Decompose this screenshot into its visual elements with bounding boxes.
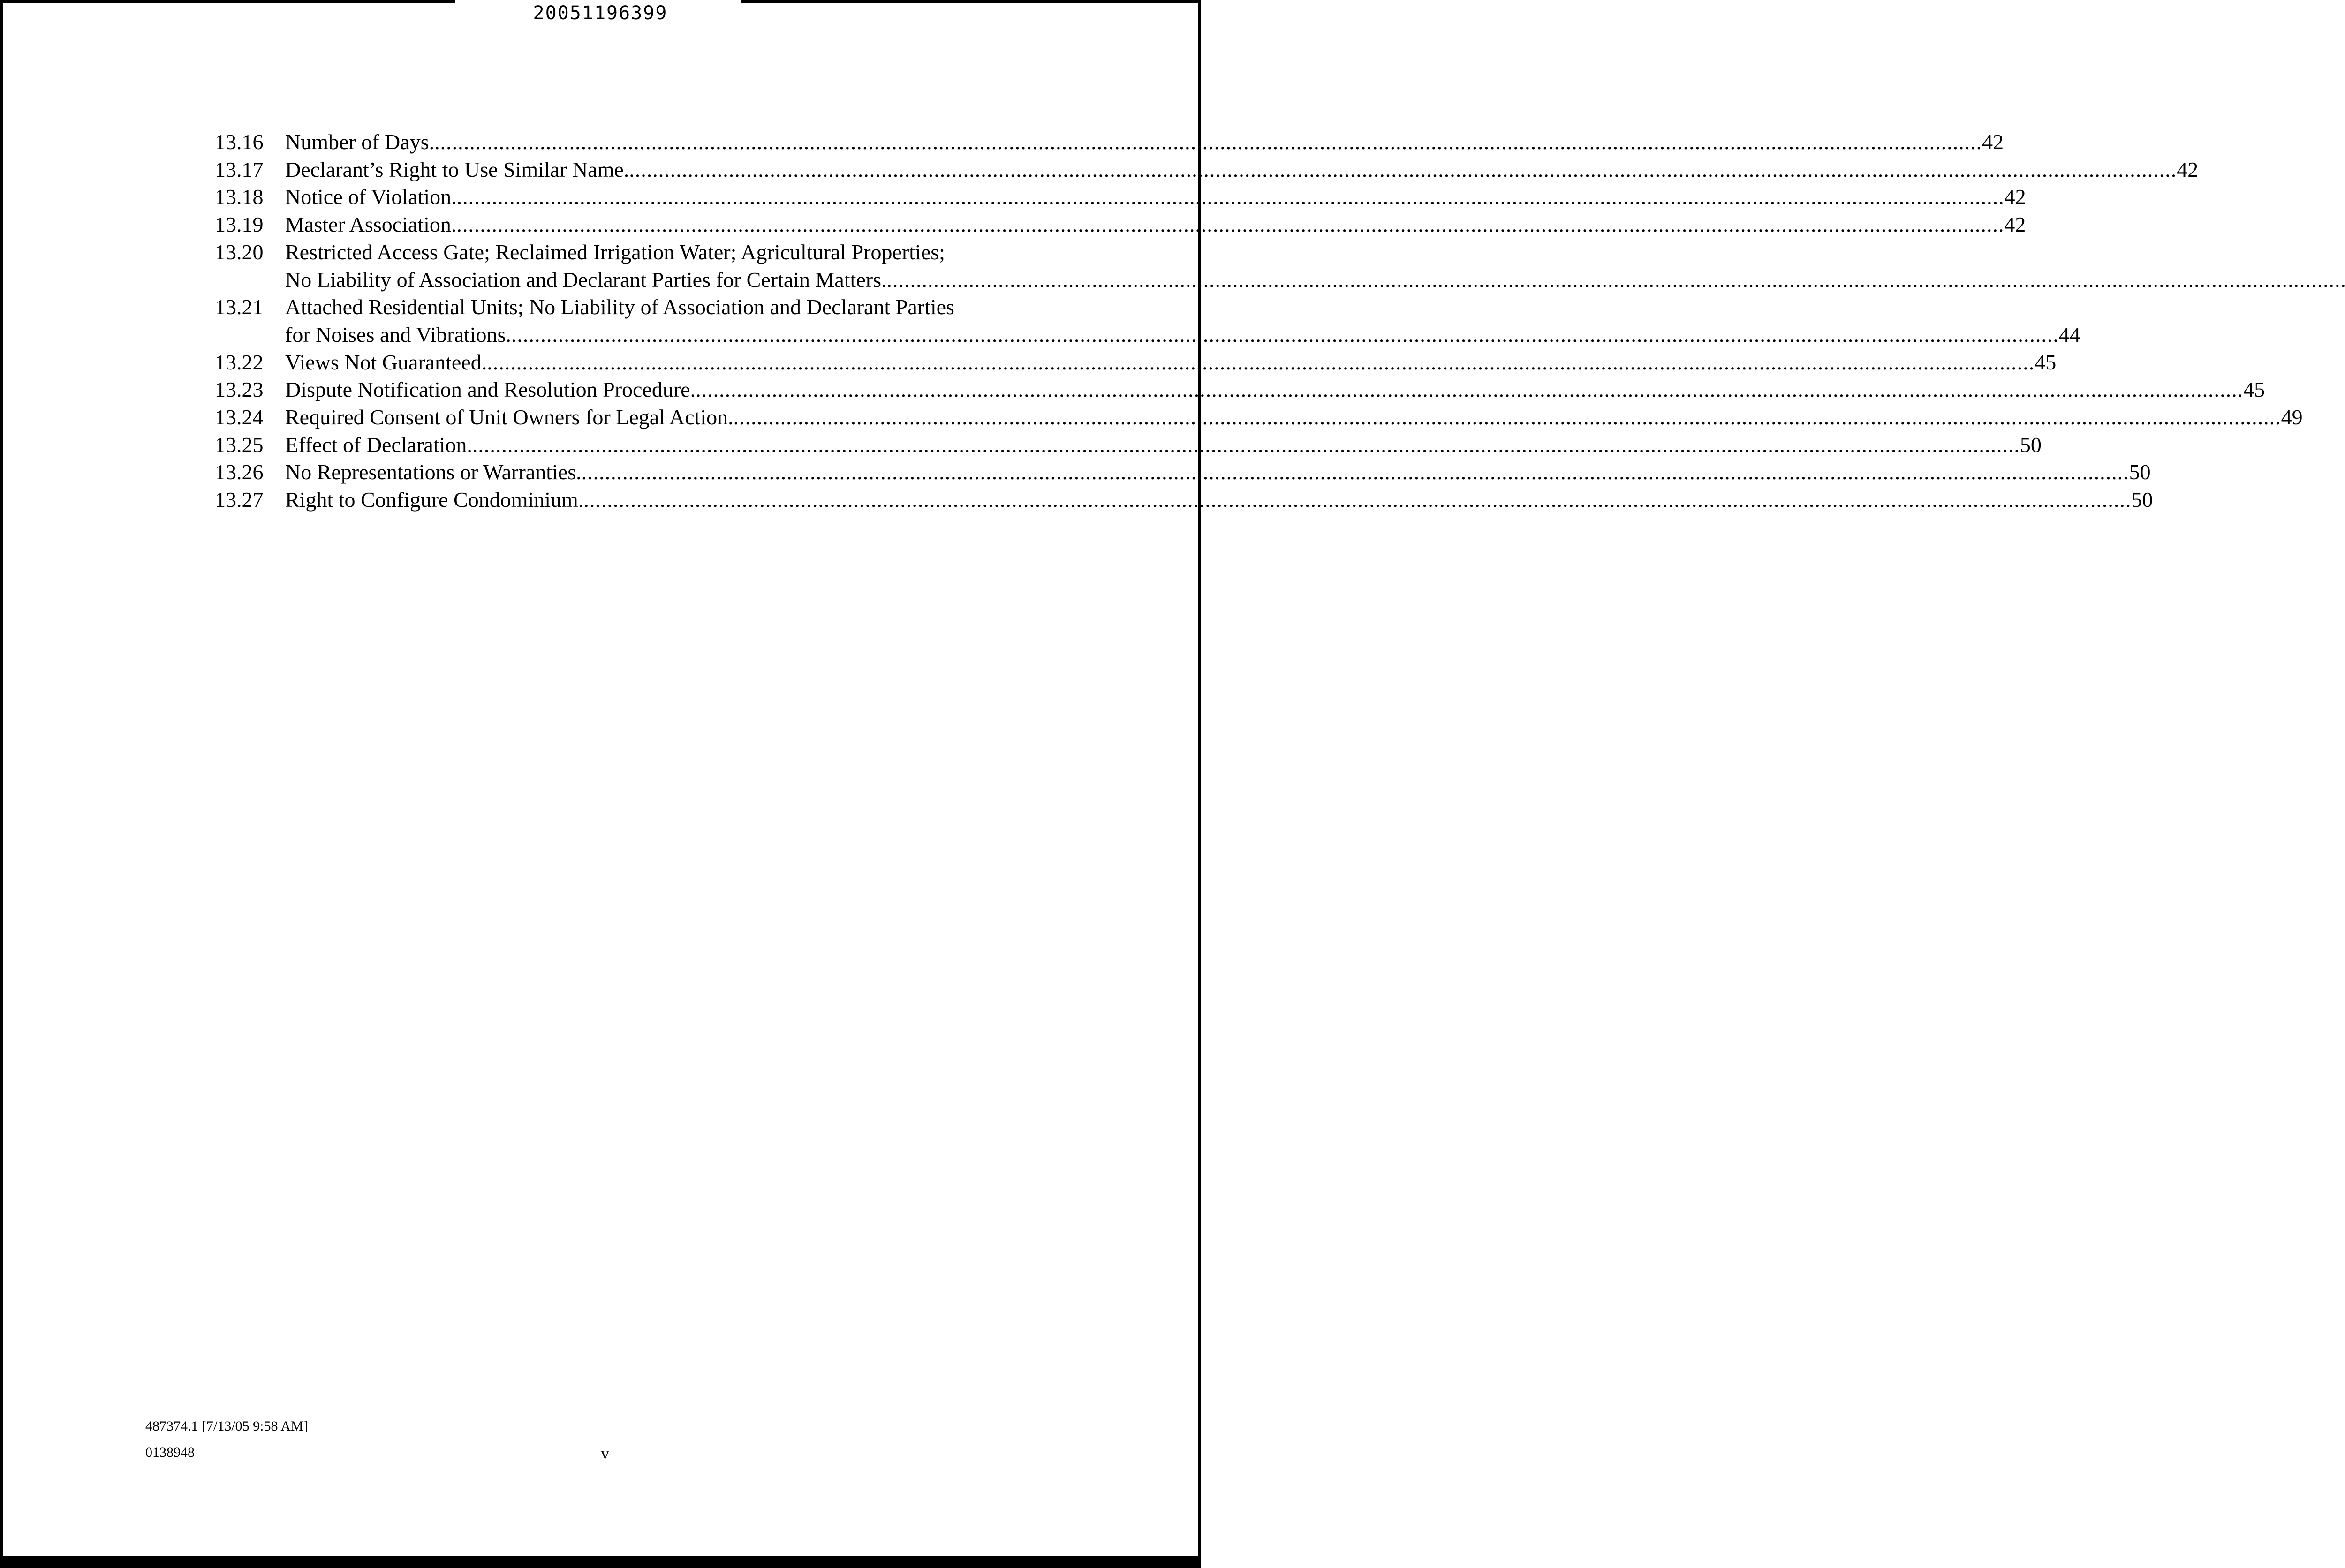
toc-title: Notice of Violation. <box>285 185 457 209</box>
toc-page-number: 44 <box>2058 322 2080 347</box>
toc-entry <box>215 459 2151 486</box>
toc-entry-body <box>285 128 2004 156</box>
toc-section-number: 13.26 <box>215 460 264 484</box>
toc-title-final-line <box>285 404 2303 431</box>
toc-page-number: 42 <box>2177 157 2199 181</box>
toc-page-number: 50 <box>2020 432 2042 457</box>
toc-entry <box>215 239 1061 294</box>
toc-entry <box>215 294 2080 348</box>
toc-title-final-line <box>285 183 2026 211</box>
toc-title: Number of Days. <box>285 130 435 154</box>
toc-entry <box>215 183 2026 211</box>
toc-title: Views Not Guaranteed. <box>285 350 487 374</box>
toc-section-number: 13.23 <box>215 377 264 402</box>
toc-entry-body <box>285 349 2056 377</box>
toc-page-number: 42 <box>2004 185 2026 209</box>
toc-entry-body <box>285 404 2303 431</box>
toc-entry-body <box>285 183 2026 211</box>
toc-title: No Liability of Association and Declarant Parties for Certain Matters. <box>285 267 887 292</box>
toc-entry <box>215 404 2303 431</box>
toc-dot-leader <box>472 431 2020 459</box>
toc-page-number: 45 <box>2243 377 2265 402</box>
toc-entry <box>215 431 2042 459</box>
toc-dot-leader <box>487 349 2035 377</box>
toc-entry-body <box>285 294 2080 348</box>
toc-dot-leader <box>734 404 2281 431</box>
scan-border-left <box>0 0 3 1568</box>
toc-section-number: 13.24 <box>215 405 264 430</box>
toc-section-number: 13.21 <box>215 295 264 319</box>
toc-page-number: 49 <box>2281 405 2303 430</box>
toc-title: Required Consent of Unit Owners for Legal Action. <box>285 405 734 430</box>
toc-title: Dispute Notification and Resolution Procedure. <box>285 377 696 402</box>
toc-title-final-line <box>285 211 2026 239</box>
toc-dot-leader <box>582 459 2129 486</box>
toc-title: No Representations or Warranties. <box>285 460 582 484</box>
toc-page-number: 42 <box>1982 130 2004 154</box>
toc-title-final-line <box>285 376 2265 404</box>
toc-title-final-line <box>285 349 2056 377</box>
toc-section-number: 13.18 <box>215 185 264 209</box>
toc-dot-leader <box>629 156 2177 184</box>
toc-title: Master Association. <box>285 212 457 237</box>
toc-entry-body <box>285 376 2265 404</box>
toc-page-number: 45 <box>2035 350 2057 374</box>
toc-section-number: 13.19 <box>215 212 264 237</box>
toc-dot-leader <box>583 486 2131 514</box>
toc-dot-leader <box>511 321 2059 349</box>
toc-title: Effect of Declaration. <box>285 432 472 457</box>
toc-dot-leader <box>457 183 2005 211</box>
toc-title-final-line <box>285 431 2042 459</box>
toc-dot-leader <box>456 211 2004 239</box>
scan-border-bottom <box>0 1556 1201 1568</box>
toc-entry <box>215 156 2199 184</box>
toc-entry <box>215 349 2057 377</box>
page-number: v <box>601 1444 609 1462</box>
toc-entry <box>215 376 2265 404</box>
toc-page-number: 50 <box>2129 460 2151 484</box>
toc-entry-body <box>285 211 2026 239</box>
toc-title-line: Attached Residential Units; No Liability of Association and Declarant Parties <box>285 295 954 319</box>
toc-title-final-line <box>285 128 2004 156</box>
toc-title-final-line <box>285 321 2080 349</box>
footer-code: 0138948 <box>145 1445 195 1460</box>
toc-page-number: 42 <box>2004 212 2026 237</box>
toc-title: Right to Configure Condominium. <box>285 488 584 512</box>
table-of-contents <box>215 128 2303 514</box>
toc-title: Declarant’s Right to Use Similar Name. <box>285 157 629 181</box>
toc-title-line: Restricted Access Gate; Reclaimed Irrigation Water; Agricultural Properties; <box>285 240 945 264</box>
toc-entry-body <box>285 431 2042 459</box>
toc-title-final-line <box>285 486 2153 514</box>
toc-dot-leader <box>434 128 1982 156</box>
toc-section-number: 13.25 <box>215 432 264 457</box>
toc-entry <box>215 486 2153 514</box>
toc-title-final-line <box>285 459 2151 486</box>
toc-entry <box>215 211 2026 239</box>
toc-dot-leader <box>887 266 2345 294</box>
toc-title-final-line <box>285 266 2345 294</box>
toc-entry-body <box>285 239 2345 294</box>
toc-section-number: 13.17 <box>215 157 264 181</box>
toc-section-number: 13.16 <box>215 130 264 154</box>
toc-entry <box>215 128 2004 156</box>
toc-entry-body <box>285 486 2153 514</box>
toc-section-number: 13.20 <box>215 240 264 264</box>
toc-page-number: 50 <box>2131 488 2153 512</box>
toc-dot-leader <box>696 376 2243 404</box>
toc-section-number: 13.27 <box>215 488 264 512</box>
toc-section-number: 13.22 <box>215 350 264 374</box>
document-number: 20051196399 <box>533 2 668 24</box>
toc-title: for Noises and Vibrations. <box>285 322 511 347</box>
footer-document-ref: 487374.1 [7/13/05 9:58 AM] <box>145 1418 308 1434</box>
toc-title-final-line <box>285 156 2198 184</box>
toc-entry-body <box>285 156 2198 184</box>
toc-entry-body <box>285 459 2151 486</box>
